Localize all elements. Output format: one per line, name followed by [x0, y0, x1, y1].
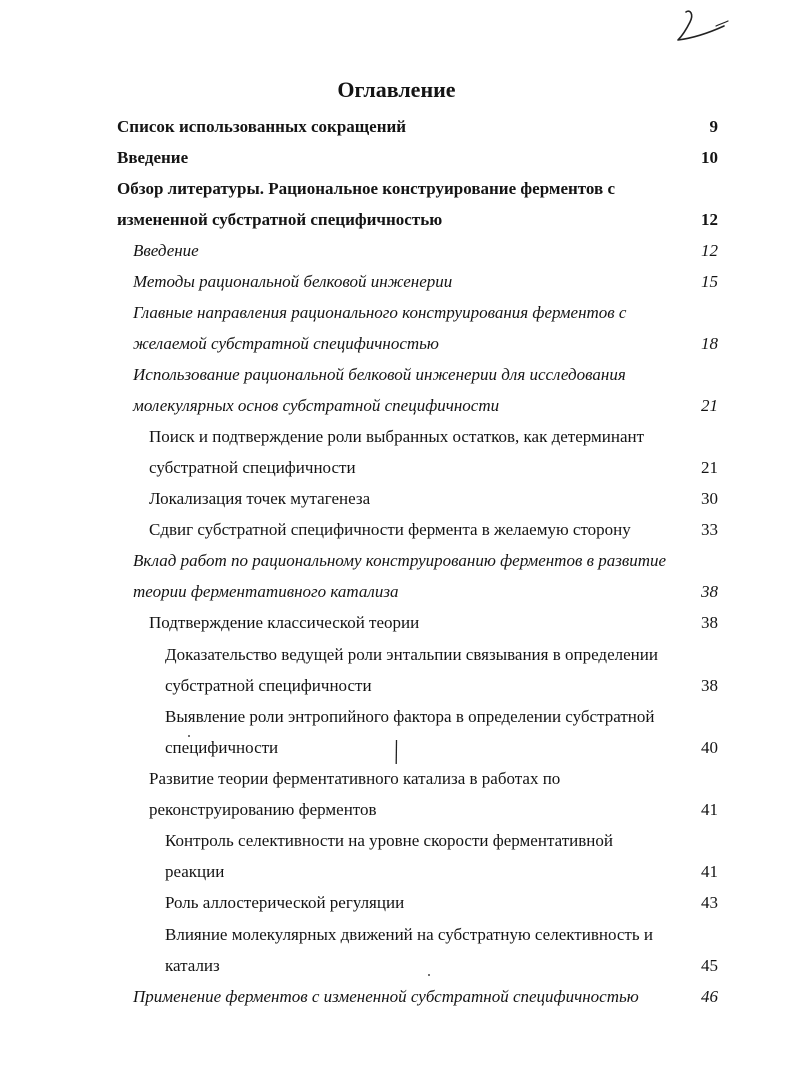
toc-entry — [0, 546, 793, 576]
toc-entry — [0, 951, 793, 981]
toc-entry-text: Поиск и подтверждение роли выбранных остатков, как детерминант — [149, 427, 645, 446]
toc-entry-text: Подтверждение классической теории — [149, 613, 420, 632]
toc-entry-text: теории ферментативного катализа — [133, 582, 399, 601]
toc-entry-page: 41 — [701, 800, 718, 819]
toc-entry-text: Введение — [133, 241, 199, 260]
toc-entry-text: реконструированию ферментов — [149, 800, 377, 819]
toc-entry — [0, 982, 793, 1012]
toc-entry-page: 45 — [701, 956, 718, 975]
toc-entry — [0, 143, 793, 173]
toc-entry — [0, 608, 793, 638]
toc-entry-text: Введение — [117, 148, 189, 167]
toc-entry — [0, 453, 793, 483]
toc-entry — [0, 329, 793, 359]
toc-entry-text: реакции — [165, 862, 225, 881]
toc-entry-page: 18 — [701, 334, 718, 353]
toc-entry-text: Контроль селективности на уровне скорости ферментативной — [165, 831, 613, 850]
toc-entry-text: Главные направления рационального конструирования ферментов с — [133, 303, 627, 322]
toc-entry-page: 21 — [701, 396, 718, 415]
toc-entry — [0, 174, 793, 204]
toc-entry-text: специфичности — [165, 738, 279, 757]
toc-entry — [0, 826, 793, 856]
toc-entry — [0, 391, 793, 421]
toc-entry — [0, 764, 793, 794]
toc-entry-text: Использование рациональной белковой инженерии для исследования — [133, 365, 626, 384]
toc-entry-text: Сдвиг субстратной специфичности фермента в желаемую сторону — [149, 520, 631, 539]
toc-entry-page: 40 — [701, 738, 718, 757]
toc-entry-page: 38 — [701, 582, 718, 601]
toc-entry-text: Применение ферментов с измененной субстратной специфичностью — [133, 987, 639, 1006]
page-title: Оглавление — [337, 77, 456, 102]
scan-speck — [188, 735, 190, 737]
toc-entry — [0, 920, 793, 950]
toc-entry — [0, 702, 793, 732]
toc-entry-page: 10 — [701, 148, 718, 167]
toc-entry — [0, 267, 793, 297]
toc-entry-page: 43 — [701, 893, 718, 912]
toc-entry — [0, 422, 793, 452]
toc-entry-text: желаемой субстратной специфичностью — [133, 334, 439, 353]
toc-entry-page: 38 — [701, 613, 718, 632]
toc-entry-text: Роль аллостерической регуляции — [165, 893, 405, 912]
toc-entry-page: 21 — [701, 458, 718, 477]
toc-entry-text: Вклад работ по рациональному конструированию ферментов в развитие — [133, 551, 667, 570]
toc-entry-page: 46 — [701, 987, 718, 1006]
stray-pen-mark — [395, 740, 398, 764]
toc-entry-text: Выявление роли энтропийного фактора в определении субстратной — [165, 707, 655, 726]
toc-entry-page: 12 — [701, 210, 718, 229]
toc-entry — [0, 795, 793, 825]
toc-entry-page: 9 — [709, 117, 718, 136]
toc-entry-text: молекулярных основ субстратной специфичности — [133, 396, 500, 415]
toc-entry-text: субстратной специфичности — [165, 676, 372, 695]
toc-entry-text: катализ — [165, 956, 220, 975]
toc-entry-text: Развитие теории ферментативного катализа в работах по — [149, 769, 561, 788]
toc-entry-page: 33 — [701, 520, 718, 539]
toc-entry-page: 41 — [701, 862, 718, 881]
toc-entry-text: Методы рациональной белковой инженерии — [133, 272, 453, 291]
toc-entry — [0, 298, 793, 328]
toc-entry-text: Обзор литературы. Рациональное конструирование ферментов с — [117, 179, 615, 198]
toc-entry-text: Список использованных сокращений — [117, 117, 407, 136]
toc-entry — [0, 515, 793, 545]
toc-entry-page: 30 — [701, 489, 718, 508]
handwritten-page-number — [672, 6, 732, 46]
toc-entry-page: 38 — [701, 676, 718, 695]
toc-entry — [0, 857, 793, 887]
toc-entry — [0, 577, 793, 607]
toc-entry — [0, 236, 793, 266]
toc-entry — [0, 205, 793, 235]
toc-entry — [0, 671, 793, 701]
toc-entry — [0, 360, 793, 390]
toc-entry-page: 15 — [701, 272, 718, 291]
toc-entry — [0, 640, 793, 670]
toc-entry-text: Локализация точек мутагенеза — [149, 489, 371, 508]
toc-entry-text: Влияние молекулярных движений на субстратную селективность и — [165, 925, 653, 944]
toc-entry — [0, 112, 793, 142]
toc-entry-text: субстратной специфичности — [149, 458, 356, 477]
scan-speck — [428, 974, 430, 976]
toc-entry — [0, 484, 793, 514]
toc-entry-page: 12 — [701, 241, 718, 260]
toc-entry-text: Доказательство ведущей роли энтальпии связывания в определении — [165, 645, 658, 664]
toc-entry-text: измененной субстратной специфичностью — [117, 210, 443, 229]
toc-entry — [0, 888, 793, 918]
